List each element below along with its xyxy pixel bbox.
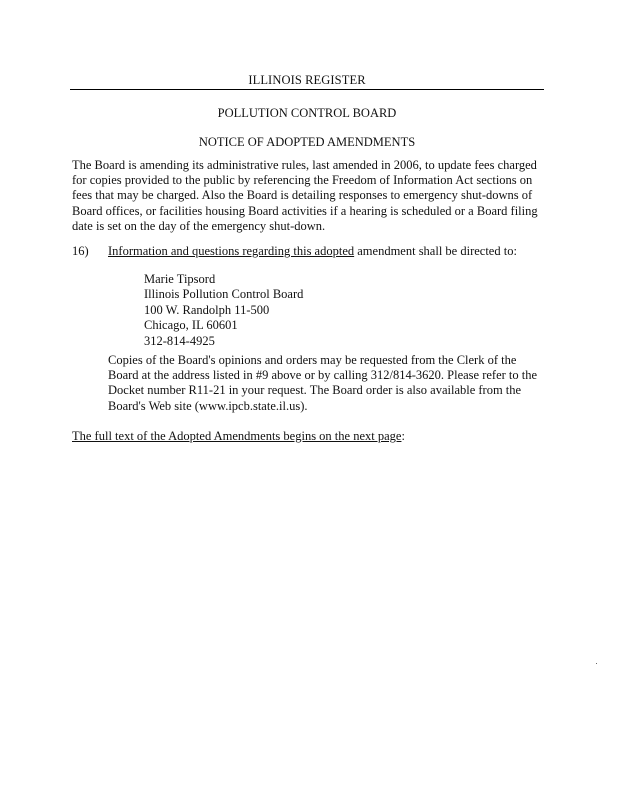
agency-name: POLLUTION CONTROL BOARD	[217, 106, 397, 120]
register-header-title: ILLINOIS REGISTER	[248, 73, 366, 87]
full-text-line	[72, 429, 405, 444]
scan-speck	[596, 663, 597, 664]
item-16-underlined: Information and questions regarding this adopted	[108, 244, 355, 258]
intro-paragraph: The Board is amending its administrative rules, last amended in 2006, to update fees charged for copies provided to the public by referencing the Freedom of Information Act sections on fees that may be charged. Also the Board is detailing responses to emergency shut-downs of Board offices, or facilities housing Board activities if a hearing is scheduled or a Board filing date is set on the day of the emergency shut-down.	[72, 158, 538, 233]
contact-address-block	[144, 272, 303, 349]
contact-street: 100 W. Randolph 11-500	[144, 302, 270, 317]
contact-phone: 312-814-4925	[144, 333, 215, 348]
full-text-suffix: :	[401, 429, 405, 443]
copies-paragraph: Copies of the Board's opinions and orders may be requested from the Clerk of the Board at the address listed in #9 above or by calling 312/814-3620. Please refer to the Docket number R11-21 in your request. The Board order is also available from the Board's Web site (www.ipcb.state.il.us).	[108, 353, 538, 413]
notice-type: NOTICE OF ADOPTED AMENDMENTS	[198, 135, 416, 149]
item-number: 16)	[72, 244, 89, 258]
item-16-text	[108, 244, 517, 259]
contact-city-state-zip: Chicago, IL 60601	[144, 318, 238, 333]
header-rule	[70, 89, 544, 90]
full-text-underlined: The full text of the Adopted Amendments begins on the next page	[72, 429, 402, 443]
item-16-rest: amendment shall be directed to:	[354, 244, 517, 258]
contact-organization: Illinois Pollution Control Board	[144, 287, 304, 302]
contact-name: Marie Tipsord	[144, 272, 216, 286]
